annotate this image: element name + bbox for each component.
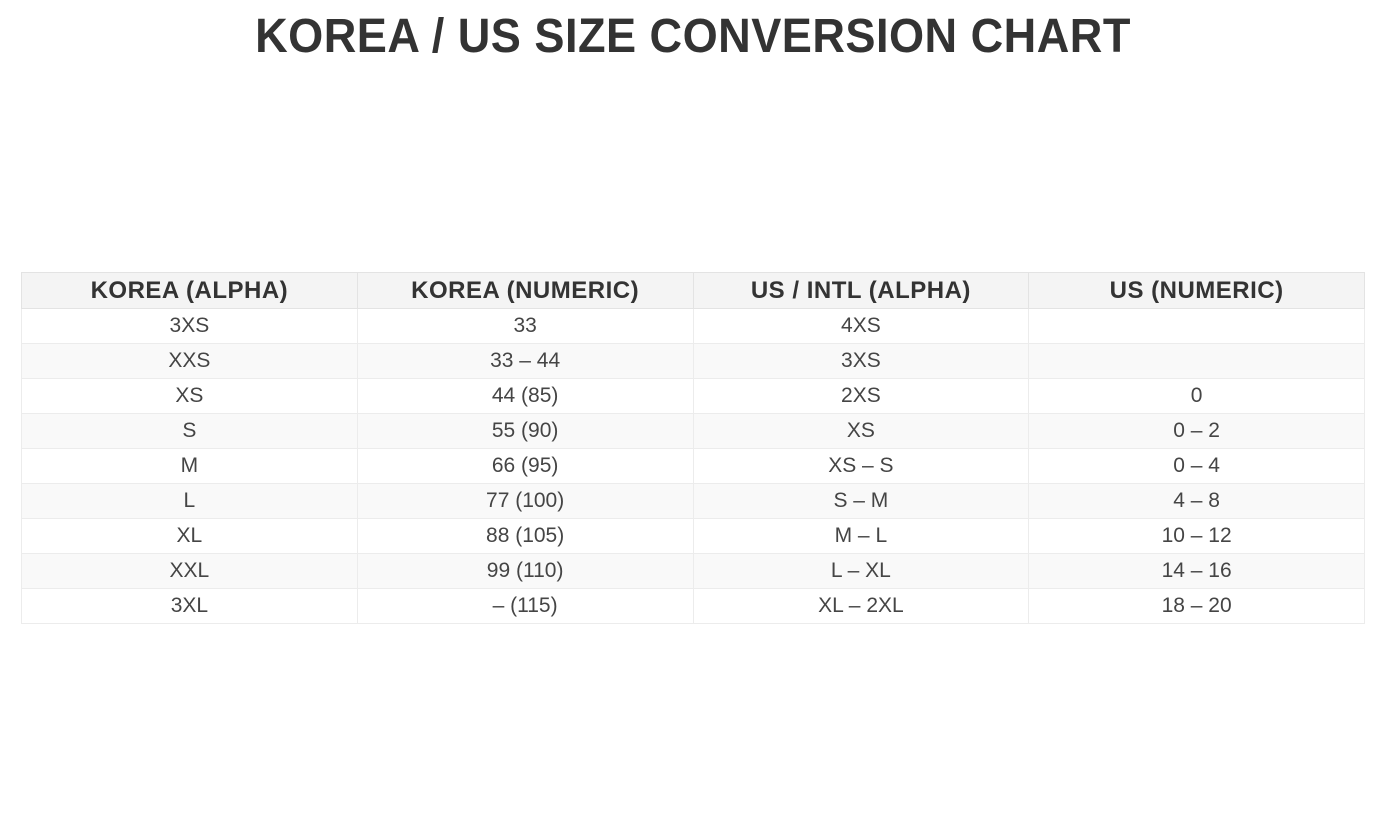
table-cell: [1029, 344, 1365, 379]
table-cell: XS – S: [693, 449, 1029, 484]
table-cell: 10 – 12: [1029, 519, 1365, 554]
table-cell: 0: [1029, 379, 1365, 414]
column-header: US (NUMERIC): [1029, 273, 1365, 309]
table-head: [22, 273, 1365, 309]
table-cell: 55 (90): [357, 414, 693, 449]
page-title: KOREA / US SIZE CONVERSION CHART: [255, 10, 1131, 63]
table-cell: 99 (110): [357, 554, 693, 589]
table-header-row: [22, 273, 1365, 309]
table-cell: 33: [357, 309, 693, 344]
table-cell: 3XL: [22, 589, 358, 624]
table-cell: L – XL: [693, 554, 1029, 589]
table-row: [22, 309, 1365, 344]
table-row: [22, 379, 1365, 414]
table-row: [22, 414, 1365, 449]
table-cell: XS: [22, 379, 358, 414]
table-cell: 14 – 16: [1029, 554, 1365, 589]
column-header: KOREA (NUMERIC): [357, 273, 693, 309]
table-cell: XXS: [22, 344, 358, 379]
conversion-table-container: [21, 272, 1365, 624]
table-cell: M – L: [693, 519, 1029, 554]
table-cell: M: [22, 449, 358, 484]
table-cell: XXL: [22, 554, 358, 589]
table-cell: 3XS: [693, 344, 1029, 379]
column-header: KOREA (ALPHA): [22, 273, 358, 309]
table-cell: S – M: [693, 484, 1029, 519]
column-header: US / INTL (ALPHA): [693, 273, 1029, 309]
table-cell: 88 (105): [357, 519, 693, 554]
table-cell: – (115): [357, 589, 693, 624]
table-cell: 0 – 2: [1029, 414, 1365, 449]
table-row: [22, 344, 1365, 379]
table-cell: 33 – 44: [357, 344, 693, 379]
table-cell: 2XS: [693, 379, 1029, 414]
table-cell: XL: [22, 519, 358, 554]
table-cell: 18 – 20: [1029, 589, 1365, 624]
conversion-table: [21, 272, 1365, 624]
table-cell: XS: [693, 414, 1029, 449]
table-row: [22, 484, 1365, 519]
table-row: [22, 589, 1365, 624]
table-cell: [1029, 309, 1365, 344]
table-cell: 3XS: [22, 309, 358, 344]
table-cell: 4XS: [693, 309, 1029, 344]
table-cell: XL – 2XL: [693, 589, 1029, 624]
table-body: [22, 309, 1365, 624]
table-cell: 66 (95): [357, 449, 693, 484]
table-row: [22, 449, 1365, 484]
table-cell: L: [22, 484, 358, 519]
table-cell: S: [22, 414, 358, 449]
table-cell: 4 – 8: [1029, 484, 1365, 519]
table-cell: 0 – 4: [1029, 449, 1365, 484]
table-row: [22, 519, 1365, 554]
table-cell: 77 (100): [357, 484, 693, 519]
table-cell: 44 (85): [357, 379, 693, 414]
table-row: [22, 554, 1365, 589]
